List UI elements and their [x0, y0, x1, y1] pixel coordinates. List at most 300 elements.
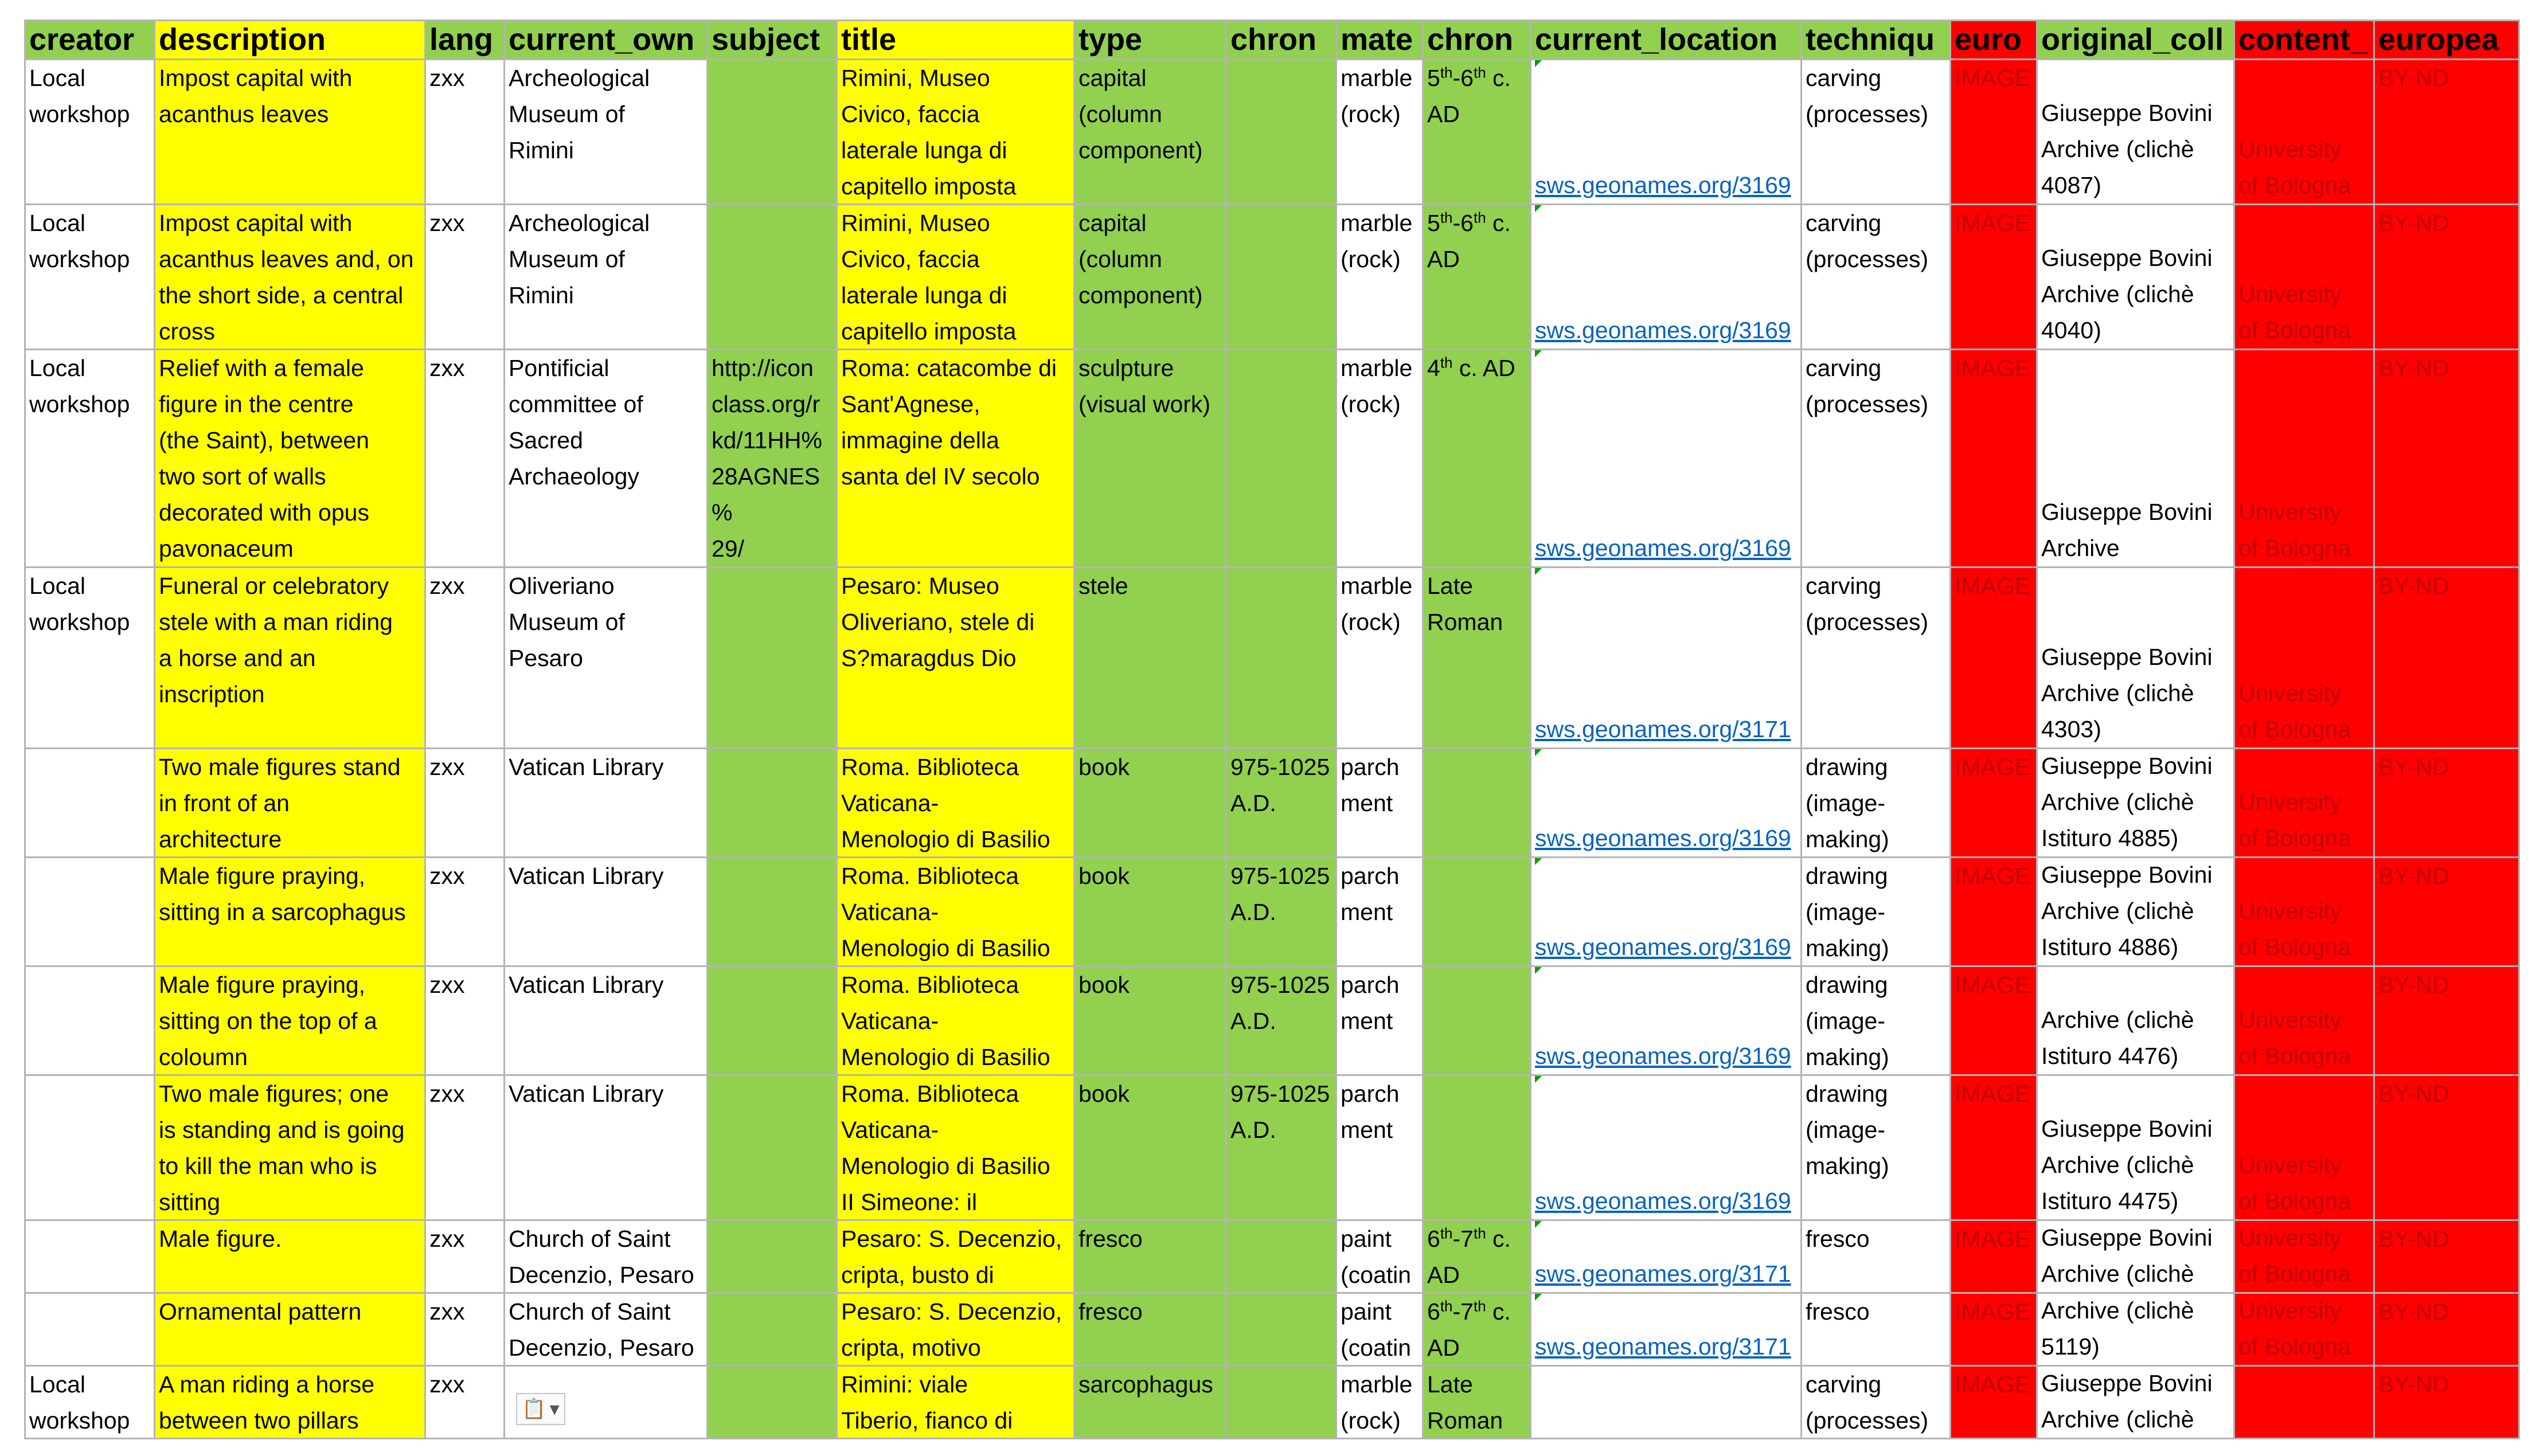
geonames-link[interactable]: sws.geonames.org/3169 [1535, 1043, 1791, 1069]
cell-original-collection[interactable] [2037, 1293, 2234, 1366]
cell-title[interactable] [837, 60, 1074, 205]
cell-original-collection[interactable] [2037, 1366, 2234, 1439]
cell-content[interactable] [2234, 966, 2374, 1075]
cell-chron[interactable] [1226, 60, 1337, 205]
cell-original-collection[interactable] [2037, 966, 2234, 1075]
cell-chron[interactable] [1226, 749, 1337, 858]
cell-description[interactable] [155, 966, 425, 1075]
cell-creator[interactable] [25, 858, 155, 966]
cell-title[interactable] [837, 350, 1074, 567]
cell-title[interactable] [837, 1075, 1074, 1220]
cell-current-owner[interactable] [505, 858, 708, 966]
cell-chron-2-text: Late Roman [1427, 573, 1503, 635]
cell-technique[interactable] [1802, 1366, 1951, 1439]
cell-chron-2[interactable] [1423, 858, 1531, 966]
header-type[interactable]: type [1074, 21, 1226, 60]
cell-europeana-text: BY-ND [2378, 754, 2449, 780]
cell-title-text: Pesaro: S. Decenzio, cripta, motivo [841, 1298, 1062, 1361]
cell-description-text: Funeral or celebratory stele with a man riding a horse and an inscription [159, 573, 393, 707]
table-row [25, 1075, 2519, 1220]
cell-current-location[interactable] [1531, 749, 1802, 858]
cell-euro[interactable] [1951, 858, 2037, 966]
cell-title[interactable] [837, 1220, 1074, 1293]
cell-europeana[interactable] [2374, 205, 2519, 350]
cell-subject[interactable] [708, 350, 837, 567]
cell-title-text: Roma. Biblioteca Vaticana- Menologio di Basilio II Simeone: il [841, 1081, 1050, 1215]
cell-current-location[interactable] [1531, 1220, 1802, 1293]
header-description[interactable]: description [155, 21, 425, 60]
cell-current-owner-text: Oliveriano Museum of Pesaro [509, 573, 625, 671]
cell-europeana[interactable] [2374, 1366, 2519, 1439]
cell-creator[interactable] [25, 1366, 155, 1439]
table-row [25, 1293, 2519, 1366]
cell-technique[interactable] [1802, 966, 1951, 1075]
cell-europeana[interactable] [2374, 60, 2519, 205]
cell-subject[interactable] [708, 567, 837, 749]
cell-material[interactable] [1337, 567, 1423, 749]
cell-title[interactable] [837, 567, 1074, 749]
cell-content[interactable] [2234, 749, 2374, 858]
cell-title-text: Roma. Biblioteca Vaticana- Menologio di Basilio [841, 972, 1050, 1070]
cell-chron-2[interactable] [1423, 1366, 1531, 1439]
cell-current-owner-text: Church of Saint Decenzio, Pesaro [509, 1298, 694, 1361]
header-euro[interactable]: euro [1951, 21, 2037, 60]
data-table [24, 19, 2520, 1439]
cell-type-text: sculpture (visual work) [1079, 355, 1211, 417]
cell-technique-text: drawing (image- making) [1806, 972, 1889, 1070]
cell-description[interactable] [155, 1220, 425, 1293]
cell-content[interactable] [2234, 1075, 2374, 1220]
cell-technique[interactable] [1802, 350, 1951, 567]
cell-current-owner[interactable] [505, 205, 708, 350]
header-lang[interactable]: lang [425, 21, 505, 60]
cell-description-text: A man riding a horse between two pillars [159, 1371, 375, 1434]
cell-current-owner[interactable] [505, 1075, 708, 1220]
cell-creator-text: Local workshop [29, 355, 130, 417]
cell-content[interactable] [2234, 858, 2374, 966]
cell-type-text: capital (column component) [1079, 210, 1203, 308]
geonames-link[interactable]: sws.geonames.org/3171 [1535, 716, 1791, 742]
cell-original-collection[interactable] [2037, 749, 2234, 858]
cell-current-owner[interactable] [505, 350, 708, 567]
geonames-link[interactable]: sws.geonames.org/3169 [1535, 535, 1791, 561]
cell-content-text: University of Bologna [2238, 1007, 2351, 1069]
header-current-owner[interactable]: current_own [505, 21, 708, 60]
cell-lang-text: zxx [429, 65, 465, 91]
cell-euro[interactable] [1951, 350, 2037, 567]
cell-europeana[interactable] [2374, 1075, 2519, 1220]
geonames-link[interactable]: sws.geonames.org/3169 [1535, 1188, 1791, 1214]
cell-euro[interactable] [1951, 1366, 2037, 1439]
cell-europeana-text: BY-ND [2378, 1371, 2449, 1398]
cell-euro[interactable] [1951, 1075, 2037, 1220]
cell-euro[interactable] [1951, 60, 2037, 205]
cell-current-owner-text: Vatican Library [509, 863, 664, 889]
cell-euro[interactable] [1951, 1293, 2037, 1366]
cell-subject[interactable] [708, 60, 837, 205]
cell-description-text: Ornamental pattern [159, 1298, 362, 1325]
cell-chron-2[interactable] [1423, 567, 1531, 749]
cell-type-text: capital (column component) [1079, 65, 1203, 163]
comment-indicator-icon [1535, 1076, 1542, 1083]
geonames-link[interactable]: sws.geonames.org/3169 [1535, 317, 1791, 343]
cell-chron[interactable] [1226, 567, 1337, 749]
cell-euro-text: IMAGE [1955, 1226, 2031, 1252]
cell-lang-text: zxx [429, 754, 465, 780]
cell-europeana[interactable] [2374, 567, 2519, 749]
cell-material-text: marble (rock) [1341, 210, 1413, 272]
cell-chron-2[interactable] [1423, 205, 1531, 350]
cell-content-text: University of Bologna [2238, 789, 2351, 851]
cell-description[interactable] [155, 205, 425, 350]
cell-original-collection[interactable] [2037, 1220, 2234, 1293]
cell-title[interactable] [837, 205, 1074, 350]
cell-description[interactable] [155, 567, 425, 749]
cell-europeana[interactable] [2374, 350, 2519, 567]
cell-title[interactable] [837, 966, 1074, 1075]
cell-technique-text: carving (processes) [1806, 573, 1929, 635]
header-chron[interactable]: chron [1226, 21, 1337, 60]
cell-description[interactable] [155, 1293, 425, 1366]
cell-technique[interactable] [1802, 858, 1951, 966]
cell-chron[interactable] [1226, 858, 1337, 966]
cell-description[interactable] [155, 60, 425, 205]
cell-euro[interactable] [1951, 1220, 2037, 1293]
cell-creator[interactable] [25, 1075, 155, 1220]
cell-current-owner[interactable] [505, 749, 708, 858]
cell-euro-text: IMAGE [1955, 210, 2031, 236]
cell-euro[interactable] [1951, 749, 2037, 858]
cell-subject[interactable] [708, 205, 837, 350]
cell-content[interactable] [2234, 1366, 2374, 1439]
cell-subject[interactable] [708, 966, 837, 1075]
geonames-link[interactable]: sws.geonames.org/3169 [1535, 934, 1791, 960]
cell-material[interactable] [1337, 205, 1423, 350]
cell-lang[interactable] [425, 60, 505, 205]
header-chron-2[interactable]: chron [1423, 21, 1531, 60]
cell-chron[interactable] [1226, 350, 1337, 567]
header-original-collection[interactable]: original_coll [2037, 21, 2234, 60]
cell-technique[interactable] [1802, 1075, 1951, 1220]
cell-description[interactable] [155, 1075, 425, 1220]
cell-description-text: Relief with a female figure in the centre (the Saint), between two sort of walls decorated with opus pavonaceum [159, 355, 369, 562]
cell-original-collection-text: Giuseppe Bovini Archive (clichè Istituro 4886) [2041, 862, 2213, 960]
cell-chron-2[interactable] [1423, 1293, 1531, 1366]
cell-lang-text: zxx [429, 573, 465, 599]
comment-indicator-icon [1535, 749, 1542, 756]
cell-current-location[interactable] [1531, 1075, 1802, 1220]
cell-description-text: Impost capital with acanthus leaves [159, 65, 353, 127]
cell-euro-text: IMAGE [1955, 972, 2031, 998]
cell-chron[interactable] [1226, 1075, 1337, 1220]
cell-material-text: parch ment [1341, 972, 1400, 1034]
cell-europeana[interactable] [2374, 1293, 2519, 1366]
header-technique[interactable]: techniqu [1802, 21, 1951, 60]
cell-content[interactable] [2234, 350, 2374, 567]
cell-chron-text: 975-1025 A.D. [1230, 1081, 1330, 1143]
cell-type-text: fresco [1079, 1226, 1143, 1252]
cell-chron-2[interactable] [1423, 1075, 1531, 1220]
cell-euro-text: IMAGE [1955, 863, 2031, 889]
cell-current-owner-text: Vatican Library [509, 754, 664, 780]
cell-title[interactable] [837, 749, 1074, 858]
table-row [25, 1220, 2519, 1293]
cell-creator[interactable] [25, 1220, 155, 1293]
table-row [25, 1366, 2519, 1439]
cell-europeana-text: BY-ND [2378, 1226, 2449, 1252]
cell-type[interactable] [1074, 858, 1226, 966]
paste-options-icon[interactable] [516, 1393, 565, 1425]
cell-chron-2-text: 5th-6th c. AD [1427, 64, 1511, 127]
comment-indicator-icon [1535, 858, 1542, 865]
cell-current-location[interactable] [1531, 966, 1802, 1075]
cell-lang[interactable] [425, 1293, 505, 1366]
header-content[interactable]: content_ [2234, 21, 2374, 60]
cell-current-location[interactable] [1531, 1293, 1802, 1366]
cell-technique[interactable] [1802, 1220, 1951, 1293]
cell-technique-text: fresco [1806, 1298, 1870, 1325]
cell-description[interactable] [155, 1366, 425, 1439]
cell-technique-text: fresco [1806, 1226, 1870, 1252]
cell-creator[interactable] [25, 567, 155, 749]
cell-title-text: Rimini, Museo Civico, faccia laterale lunga di capitello imposta [841, 210, 1017, 345]
cell-type-text: book [1079, 972, 1130, 998]
cell-chron[interactable] [1226, 1366, 1337, 1439]
comment-indicator-icon [1535, 205, 1542, 212]
cell-content[interactable] [2234, 60, 2374, 205]
cell-technique[interactable] [1802, 1293, 1951, 1366]
cell-current-location[interactable] [1531, 60, 1802, 205]
cell-current-owner[interactable] [505, 1220, 708, 1293]
cell-type-text: book [1079, 1081, 1130, 1107]
cell-lang[interactable] [425, 1366, 505, 1439]
clipboard-icon: 📋 [522, 1398, 546, 1420]
cell-content-text: University of Bologna [2238, 1152, 2351, 1214]
cell-title[interactable] [837, 1293, 1074, 1366]
cell-original-collection[interactable] [2037, 60, 2234, 205]
cell-europeana[interactable] [2374, 1220, 2519, 1293]
cell-current-owner-text: Archeological Museum of Rimini [509, 210, 650, 308]
cell-euro-text: IMAGE [1955, 1371, 2031, 1398]
cell-lang[interactable] [425, 567, 505, 749]
cell-chron[interactable] [1226, 1220, 1337, 1293]
cell-creator[interactable] [25, 60, 155, 205]
cell-lang-text: zxx [429, 355, 465, 381]
cell-chron-2[interactable] [1423, 60, 1531, 205]
cell-technique[interactable] [1802, 205, 1951, 350]
cell-lang[interactable] [425, 1220, 505, 1293]
cell-current-location[interactable] [1531, 350, 1802, 567]
cell-chron-text: 975-1025 A.D. [1230, 863, 1330, 925]
header-subject[interactable]: subject [708, 21, 837, 60]
cell-subject-text: http://icon class.org/r kd/11HH% 28AGNES% 29/ [712, 355, 822, 562]
cell-material[interactable] [1337, 749, 1423, 858]
cell-lang-text: zxx [429, 972, 465, 998]
cell-creator[interactable] [25, 1293, 155, 1366]
cell-description-text: Two male figures stand in front of an architecture [159, 754, 401, 852]
cell-chron[interactable] [1226, 1293, 1337, 1366]
cell-technique[interactable] [1802, 60, 1951, 205]
cell-description[interactable] [155, 858, 425, 966]
cell-euro-text: IMAGE [1955, 1298, 2031, 1325]
cell-title[interactable] [837, 858, 1074, 966]
cell-material[interactable] [1337, 966, 1423, 1075]
cell-current-location[interactable] [1531, 858, 1802, 966]
cell-creator[interactable] [25, 350, 155, 567]
cell-current-owner[interactable] [505, 966, 708, 1075]
cell-material[interactable] [1337, 1075, 1423, 1220]
cell-current-owner[interactable] [505, 60, 708, 205]
cell-europeana[interactable] [2374, 966, 2519, 1075]
cell-original-collection[interactable] [2037, 350, 2234, 567]
cell-original-collection-text: Archive (clichè 5119) [2041, 1297, 2194, 1360]
cell-title-text: Rimini: viale Tiberio, fianco di [841, 1371, 1013, 1434]
cell-type[interactable] [1074, 966, 1226, 1075]
cell-material[interactable] [1337, 1366, 1423, 1439]
geonames-link[interactable]: sws.geonames.org/3169 [1535, 825, 1791, 851]
cell-content-text: University of Bologna [2238, 499, 2351, 561]
geonames-link[interactable]: sws.geonames.org/3171 [1535, 1261, 1791, 1287]
cell-europeana-text: BY-ND [2378, 355, 2449, 381]
cell-euro[interactable] [1951, 205, 2037, 350]
cell-original-collection[interactable] [2037, 567, 2234, 749]
cell-type[interactable] [1074, 1075, 1226, 1220]
header-creator[interactable]: creator [25, 21, 155, 60]
cell-lang[interactable] [425, 350, 505, 567]
cell-material[interactable] [1337, 60, 1423, 205]
cell-current-owner-text: Pontificial committee of Sacred Archaeology [509, 355, 643, 490]
table-row [25, 858, 2519, 966]
cell-chron-2-text: 4th c. AD [1427, 354, 1515, 381]
cell-lang-text: zxx [429, 1298, 465, 1325]
cell-chron[interactable] [1226, 966, 1337, 1075]
cell-subject[interactable] [708, 1220, 837, 1293]
cell-type-text: fresco [1079, 1298, 1143, 1325]
header-title[interactable]: title [837, 21, 1074, 60]
cell-description[interactable] [155, 749, 425, 858]
cell-type[interactable] [1074, 1366, 1226, 1439]
cell-chron-2[interactable] [1423, 350, 1531, 567]
cell-technique-text: carving (processes) [1806, 65, 1929, 127]
cell-type[interactable] [1074, 1293, 1226, 1366]
cell-creator[interactable] [25, 205, 155, 350]
cell-creator[interactable] [25, 749, 155, 858]
cell-creator[interactable] [25, 966, 155, 1075]
cell-content[interactable] [2234, 205, 2374, 350]
cell-original-collection[interactable] [2037, 858, 2234, 966]
cell-current-location[interactable] [1531, 1366, 1802, 1439]
cell-technique[interactable] [1802, 749, 1951, 858]
cell-euro[interactable] [1951, 567, 2037, 749]
cell-europeana-text: BY-ND [2378, 1081, 2449, 1107]
cell-euro-text: IMAGE [1955, 355, 2031, 381]
spreadsheet-grid[interactable] [24, 19, 2518, 1435]
cell-type[interactable] [1074, 60, 1226, 205]
cell-material[interactable] [1337, 1293, 1423, 1366]
cell-creator-text: Local workshop [29, 573, 130, 635]
cell-title[interactable] [837, 1366, 1074, 1439]
cell-lang[interactable] [425, 205, 505, 350]
comment-indicator-icon [1535, 1221, 1542, 1228]
cell-material[interactable] [1337, 858, 1423, 966]
cell-chron[interactable] [1226, 205, 1337, 350]
cell-original-collection-text: Giuseppe Bovini Archive [2041, 499, 2213, 561]
cell-content[interactable] [2234, 1220, 2374, 1293]
cell-technique-text: carving (processes) [1806, 355, 1929, 417]
cell-technique-text: carving (processes) [1806, 210, 1929, 272]
cell-description[interactable] [155, 350, 425, 567]
cell-chron-2[interactable] [1423, 1220, 1531, 1293]
cell-material[interactable] [1337, 1220, 1423, 1293]
cell-subject[interactable] [708, 1293, 837, 1366]
geonames-link[interactable]: sws.geonames.org/3171 [1535, 1333, 1791, 1360]
cell-material-text: marble (rock) [1341, 65, 1413, 127]
header-europeana[interactable]: europea [2374, 21, 2519, 60]
cell-subject[interactable] [708, 749, 837, 858]
table-row [25, 749, 2519, 858]
cell-type[interactable] [1074, 205, 1226, 350]
cell-chron-2-text: Late Roman [1427, 1371, 1503, 1434]
cell-lang[interactable] [425, 966, 505, 1075]
cell-europeana-text: BY-ND [2378, 1298, 2449, 1325]
cell-content[interactable] [2234, 1293, 2374, 1366]
cell-description-text: Male figure praying, sitting in a sarcophagus [159, 863, 406, 925]
cell-europeana[interactable] [2374, 749, 2519, 858]
cell-content[interactable] [2234, 567, 2374, 749]
cell-type[interactable] [1074, 1220, 1226, 1293]
cell-current-location[interactable] [1531, 205, 1802, 350]
cell-type-text: book [1079, 863, 1130, 889]
geonames-link[interactable]: sws.geonames.org/3169 [1535, 172, 1791, 198]
cell-material[interactable] [1337, 350, 1423, 567]
cell-content-text: University of Bologna [2238, 1224, 2351, 1287]
chevron-down-icon: ▾ [549, 1398, 560, 1420]
cell-euro[interactable] [1951, 966, 2037, 1075]
cell-chron-2-text: 6th-7th c. AD [1427, 1297, 1511, 1361]
cell-subject[interactable] [708, 1366, 837, 1439]
cell-type[interactable] [1074, 350, 1226, 567]
cell-chron-2-text: 5th-6th c. AD [1427, 209, 1511, 272]
header-material[interactable]: mate [1337, 21, 1423, 60]
cell-type-text: sarcophagus [1079, 1371, 1213, 1398]
cell-type[interactable] [1074, 567, 1226, 749]
cell-subject[interactable] [708, 858, 837, 966]
cell-technique[interactable] [1802, 567, 1951, 749]
cell-current-owner[interactable] [505, 1293, 708, 1366]
cell-content-text: University of Bologna [2238, 1297, 2351, 1360]
cell-euro-text: IMAGE [1955, 573, 2031, 599]
cell-original-collection[interactable] [2037, 205, 2234, 350]
cell-lang[interactable] [425, 858, 505, 966]
cell-original-collection-text: Giuseppe Bovini Archive (clichè [2041, 1224, 2213, 1287]
cell-material-text: parch ment [1341, 754, 1400, 816]
cell-current-owner[interactable] [505, 567, 708, 749]
cell-original-collection[interactable] [2037, 1075, 2234, 1220]
cell-chron-2[interactable] [1423, 966, 1531, 1075]
cell-current-location[interactable] [1531, 567, 1802, 749]
cell-chron-2[interactable] [1423, 749, 1531, 858]
cell-europeana-text: BY-ND [2378, 863, 2449, 889]
table-row [25, 205, 2519, 350]
comment-indicator-icon [1535, 350, 1542, 357]
cell-technique-text: carving (processes) [1806, 1371, 1929, 1434]
header-current-location[interactable]: current_location [1531, 21, 1802, 60]
cell-type[interactable] [1074, 749, 1226, 858]
cell-lang[interactable] [425, 749, 505, 858]
cell-europeana[interactable] [2374, 858, 2519, 966]
cell-lang[interactable] [425, 1075, 505, 1220]
cell-subject[interactable] [708, 1075, 837, 1220]
